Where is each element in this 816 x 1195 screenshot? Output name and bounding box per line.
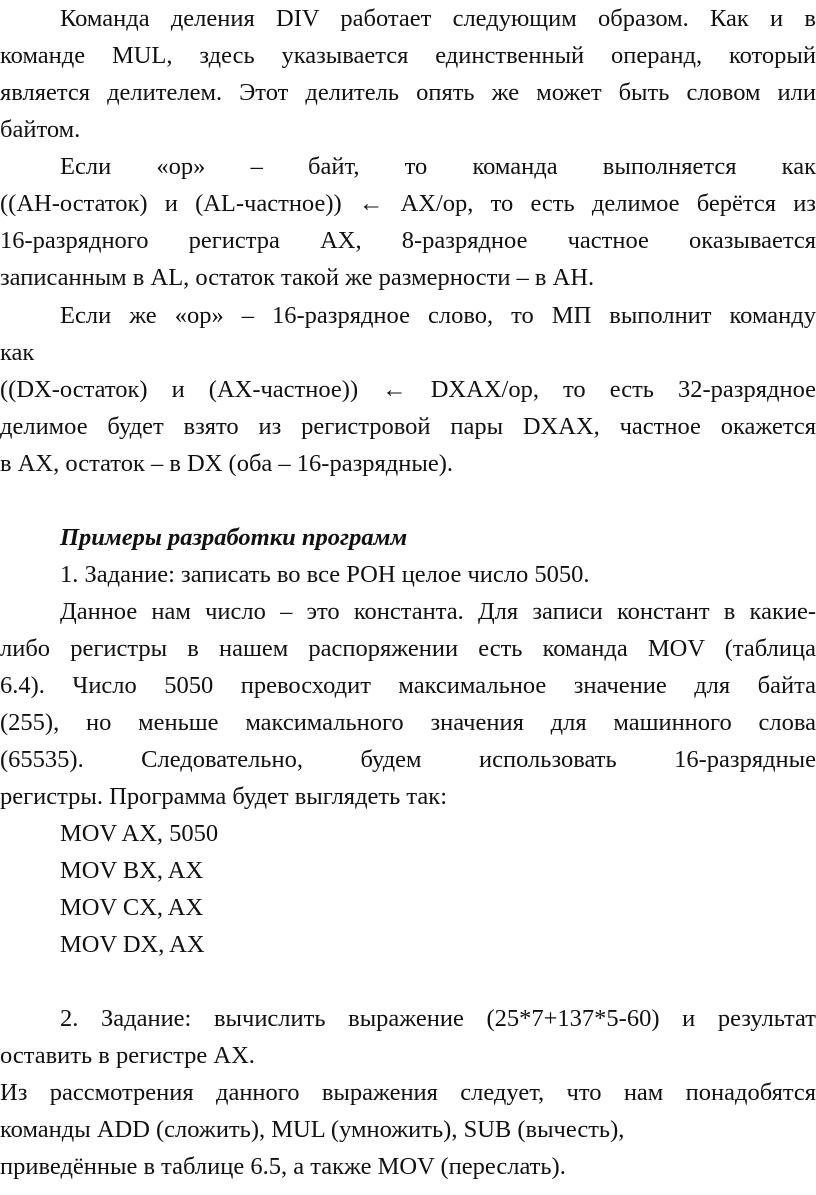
paragraph-const-line-2: либо регистры в нашем распоряжении есть команда MOV (таблица — [0, 635, 816, 662]
paragraph-word-line-3: ((DX-остаток) и (AX-частное)) ← DXAX/op, то есть 32-разрядное — [0, 376, 816, 403]
paragraph-const-line-5: (65535). Следовательно, будем использовать 16-разрядные — [0, 746, 816, 773]
paragraph-const-line-3: 6.4). Число 5050 превосходит максимальное значение для байта — [0, 672, 816, 699]
paragraph-div-line-3: является делителем. Этот делитель опять же может быть словом или — [0, 79, 816, 106]
task-1: 1. Задание: записать во все РОН целое число 5050. — [60, 561, 590, 588]
code-line-4: MOV DX, AX — [60, 931, 205, 958]
paragraph-div-line-2: команде MUL, здесь указывается единственный операнд, который — [0, 42, 816, 69]
task-2-line-1: 2. Задание: вычислить выражение (25*7+137*5-60) и результат — [60, 1005, 816, 1032]
paragraph-const-line-1: Данное нам число – это константа. Для записи констант в какие- — [60, 598, 816, 625]
paragraph-const-line-6: регистры. Программа будет выглядеть так: — [0, 783, 448, 810]
paragraph-div-line-1: Команда деления DIV работает следующим образом. Как и в — [60, 5, 816, 32]
paragraph-const-line-4: (255), но меньше максимального значения для машинного слова — [0, 709, 816, 736]
paragraph-div-line-4: байтом. — [0, 116, 81, 143]
paragraph-byte-line-1: Если «op» – байт, то команда выполняется как — [60, 153, 816, 180]
task-2-line-2: оставить в регистре AX. — [0, 1042, 255, 1069]
paragraph-word-line-5: в AX, остаток – в DX (оба – 16-разрядные). — [0, 450, 453, 477]
paragraph-byte-line-2: ((AH-остаток) и (AL-частное)) ← AX/op, то есть делимое берётся из — [0, 190, 816, 217]
paragraph-byte-line-3: 16-разрядного регистра AX, 8-разрядное частное оказывается — [0, 227, 816, 254]
code-line-3: MOV CX, AX — [60, 894, 204, 921]
code-line-1: MOV AX, 5050 — [60, 820, 219, 847]
paragraph-expr-line-2: команды ADD (сложить), MUL (умножить), SUB (вычесть), — [0, 1116, 625, 1143]
paragraph-expr-line-3: приведённые в таблице 6.5, а также MOV (переслать). — [0, 1153, 566, 1180]
code-line-2: MOV BX, AX — [60, 857, 204, 884]
section-heading: Примеры разработки программ — [60, 524, 408, 551]
paragraph-byte-line-4: записанным в AL, остаток такой же размерности – в AH. — [0, 264, 595, 291]
paragraph-expr-line-1: Из рассмотрения данного выражения следует, что нам понадобятся — [0, 1079, 816, 1106]
paragraph-word-line-4: делимое будет взято из регистровой пары DXAX, частное окажется — [0, 413, 816, 440]
paragraph-word-line-1: Если же «op» – 16-разрядное слово, то МП выполнит команду — [60, 302, 816, 329]
paragraph-word-line-2: как — [0, 339, 35, 366]
